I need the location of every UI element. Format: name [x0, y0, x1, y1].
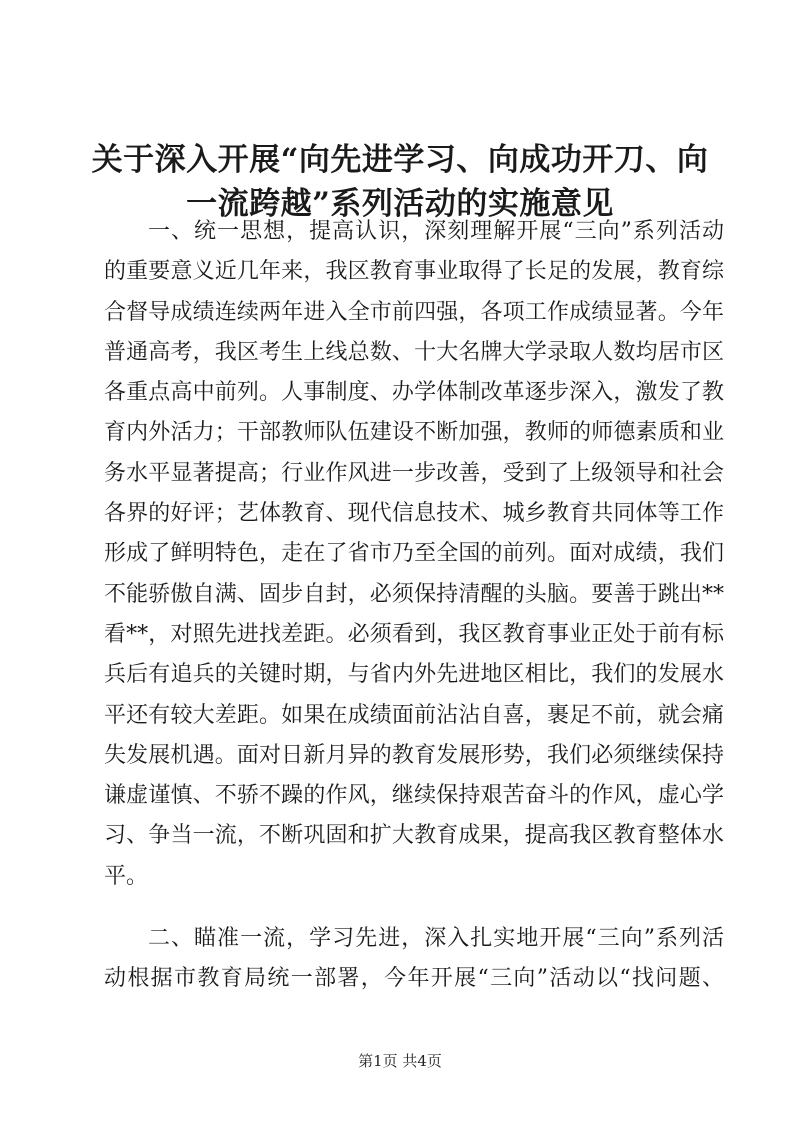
document-body	[104, 212, 724, 1000]
paragraph-line: 兵后有追兵的关键时期，与省内外先进地区相比，我们的发展水	[104, 662, 724, 688]
paragraph-line: 各界的好评；艺体教育、现代信息技术、城乡教育共同体等工作	[104, 501, 724, 527]
paragraph-spacer	[104, 897, 724, 919]
title-line-2: 一流跨越”系列活动的实施意见	[186, 186, 614, 222]
page-footer: 第1页 共4页	[358, 1052, 442, 1070]
paragraph-line: 失发展机遇。面对日新月异的教育发展形势，我们必须继续保持	[104, 742, 724, 768]
paragraph-line: 习、争当一流，不断巩固和扩大教育成果，提高我区教育整体水	[104, 823, 724, 849]
paragraph-line: 看**，对照先进找差距。必须看到，我区教育事业正处于前有标	[104, 621, 724, 647]
paragraph-line: 平。	[104, 863, 149, 889]
paragraph-line: 谦虚谨慎、不骄不躁的作风，继续保持艰苦奋斗的作风，虚心学	[104, 783, 724, 809]
paragraph-line: 一、统一思想，提高认识，深刻理解开展“三向”系列活动	[148, 219, 724, 244]
paragraph-line: 形成了鲜明特色，走在了省市乃至全国的前列。面对成绩，我们	[104, 541, 724, 567]
paragraph-line: 的重要意义近几年来，我区教育事业取得了长足的发展，教育综	[104, 259, 724, 285]
paragraph-line: 普通高考，我区考生上线总数、十大名牌大学录取人数均居市区	[104, 339, 724, 365]
paragraph-2	[104, 919, 724, 1000]
paragraph-line: 育内外活力；干部教师队伍建设不断加强，教师的师德素质和业	[104, 420, 724, 446]
paragraph-line: 各重点高中前列。人事制度、办学体制改革逐步深入，激发了教	[104, 380, 724, 406]
paragraph-line: 平还有较大差距。如果在成绩面前沾沾自喜，裹足不前，就会痛	[104, 702, 724, 728]
paragraph-1	[104, 212, 724, 897]
paragraph-line: 务水平显著提高；行业作风进一步改善，受到了上级领导和社会	[104, 460, 724, 486]
paragraph-line: 动根据市教育局统一部署，今年开展“三向”活动以“找问题、	[104, 966, 724, 992]
paragraph-line: 不能骄傲自满、固步自封，必须保持清醒的头脑。要善于跳出**	[104, 581, 724, 607]
paragraph-line: 合督导成绩连续两年进入全市前四强，各项工作成绩显著。今年	[104, 299, 724, 325]
paragraph-line: 二、瞄准一流，学习先进，深入扎实地开展“三向”系列活	[148, 926, 724, 952]
title-line-1: 关于深入开展“向先进学习、向成功开刀、向	[91, 142, 709, 178]
